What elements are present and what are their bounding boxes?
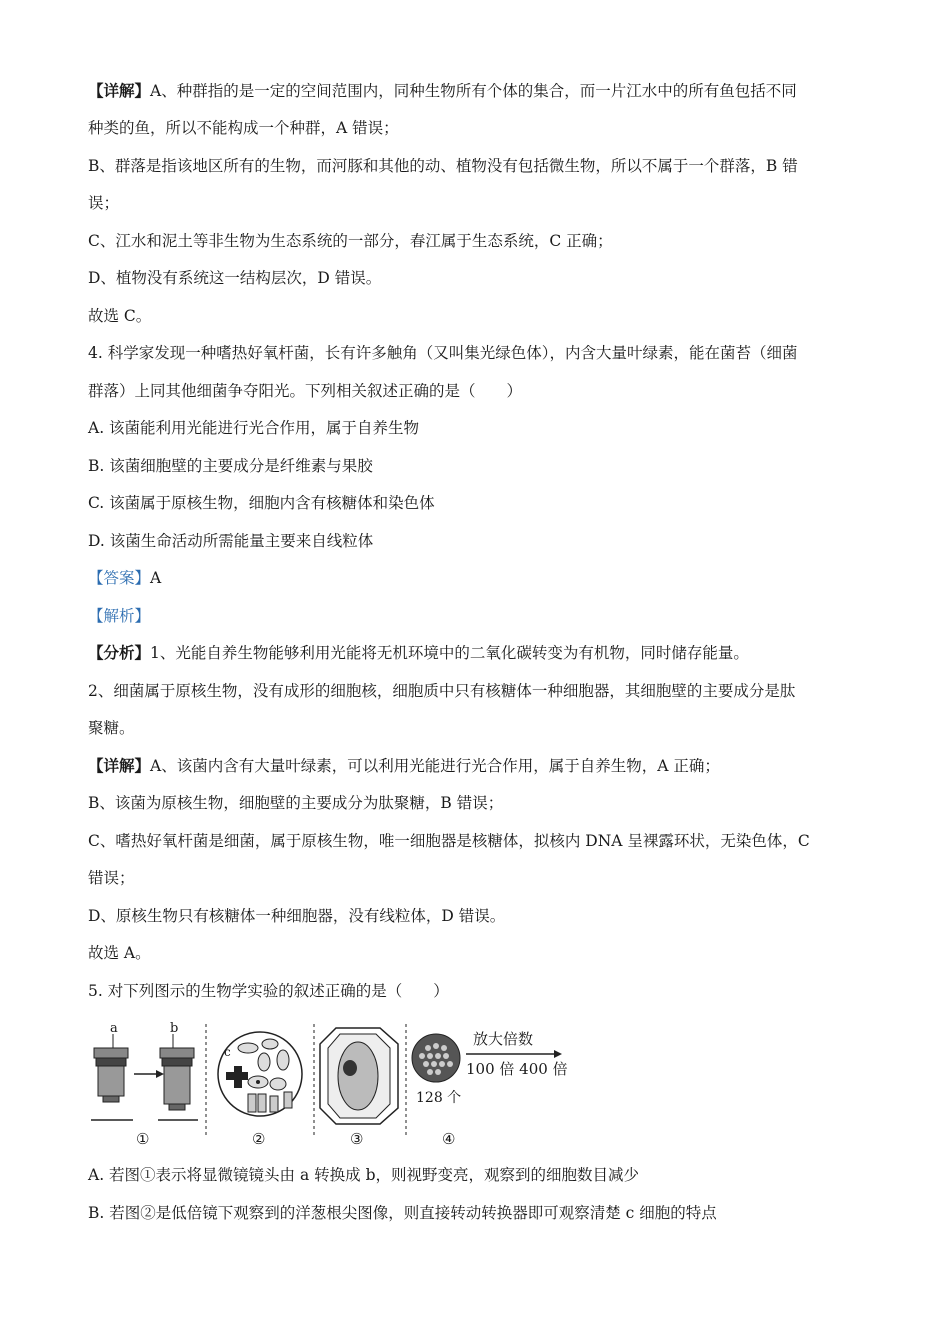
text-line: D、原核生物只有核糖体一种细胞器，没有线粒体，D 错误。 (88, 907, 506, 925)
label-a: a (110, 1021, 118, 1036)
text-line: 故选 C。 (88, 307, 152, 325)
text-line: 种类的鱼，所以不能构成一个种群，A 错误； (88, 119, 399, 137)
caption-2: ② (252, 1130, 266, 1148)
section-tag: 【详解】 (88, 756, 151, 775)
figure-svg (88, 1020, 588, 1150)
caption-4: ④ (442, 1130, 456, 1148)
section-tag: 【分析】 (88, 643, 151, 662)
label-b: b (170, 1021, 179, 1036)
magnification-values: 100 倍 400 倍 (466, 1060, 568, 1078)
magnification-label: 放大倍数 (473, 1030, 534, 1048)
line-text: A、该菌内含有大量叶绿素，可以利用光能进行光合作用，属于自养生物，A 正确； (150, 757, 720, 775)
line-text: 1、光能自养生物能够利用光能将无机环境中的二氧化碳转变为有机物，同时储存能量。 (150, 644, 749, 662)
answer-value: A (150, 569, 162, 587)
section-tag: 【详解】 (88, 81, 151, 100)
arrow-icon (466, 1050, 562, 1058)
answer-line (88, 567, 870, 589)
text-line: D、植物没有系统这一结构层次，D 错误。 (88, 269, 382, 287)
plant-cell (320, 1028, 398, 1124)
cell-field (412, 1034, 460, 1082)
text-line: B、群落是指该地区所有的生物，而河豚和其他的动、植物没有包括微生物，所以不属于一个群落，B 错 (88, 157, 798, 175)
cell-count: 128 个 (416, 1090, 462, 1106)
text-line (88, 80, 870, 102)
text-line: 故选 A。 (88, 944, 151, 962)
label-c: c (224, 1045, 231, 1059)
option-b: B. 该菌细胞壁的主要成分是纤维素与果胶 (88, 457, 373, 475)
line-text: A、种群指的是一定的空间范围内，同种生物所有个体的集合，而一片江水中的所有鱼包括不同 (150, 82, 797, 100)
objective-lens-a (94, 1048, 128, 1102)
option-d: D. 该菌生命活动所需能量主要来自线粒体 (88, 532, 374, 550)
caption-1: ① (136, 1130, 150, 1148)
option-a: A. 若图①表示将显微镜镜头由 a 转换成 b，则视野变亮，观察到的细胞数目减少 (88, 1166, 639, 1184)
arrow-icon (134, 1070, 164, 1078)
objective-lens-b (160, 1048, 194, 1110)
question-4-stem: 4. 科学家发现一种嗜热好氧杆菌，长有许多触角（又叫集光绿色体），内含大量叶绿素，能在菌苔（细菌 (88, 344, 798, 362)
text-line (88, 642, 870, 664)
analysis-line (88, 605, 870, 627)
caption-3: ③ (350, 1130, 364, 1148)
question-5-stem: 5. 对下列图示的生物学实验的叙述正确的是（ ） (88, 982, 449, 1000)
option-a: A. 该菌能利用光能进行光合作用，属于自养生物 (88, 419, 420, 437)
text-line: C、江水和泥土等非生物为生态系统的一部分，春江属于生态系统，C 正确； (88, 232, 613, 250)
question-4-stem-cont: 群落）上同其他细菌争夺阳光。下列相关叙述正确的是（ ） (88, 382, 523, 400)
analysis-tag: 【解析】 (88, 607, 151, 625)
option-c: C. 该菌属于原核生物，细胞内含有核糖体和染色体 (88, 494, 435, 512)
option-b: B. 若图②是低倍镜下观察到的洋葱根尖图像，则直接转动转换器即可观察清楚 c 细胞的特点 (88, 1204, 717, 1222)
root-tip-view (218, 1032, 302, 1116)
text-line: B、该菌为原核生物，细胞壁的主要成分为肽聚糖，B 错误； (88, 794, 504, 812)
text-line (88, 755, 870, 777)
text-line: 错误； (88, 869, 135, 887)
text-line: 误； (88, 194, 120, 212)
experiment-figure (88, 1020, 588, 1150)
text-line: C、嗜热好氧杆菌是细菌，属于原核生物，唯一细胞器是核糖体，拟核内 DNA 呈裸露环状，无染色体，C (88, 832, 810, 850)
text-line: 聚糖。 (88, 719, 135, 737)
answer-tag: 【答案】 (88, 569, 151, 587)
text-line: 2、细菌属于原核生物，没有成形的细胞核，细胞质中只有核糖体一种细胞器，其细胞壁的主要成分是肽 (88, 682, 796, 700)
